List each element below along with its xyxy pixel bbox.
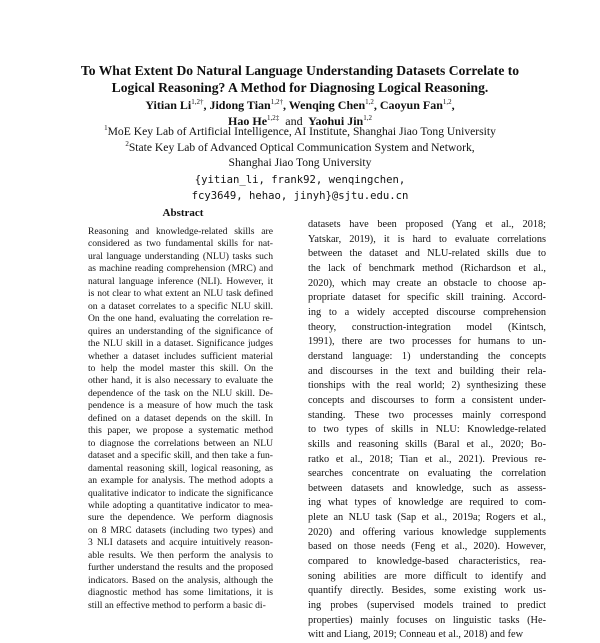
body-line: plete an NLU task (Sap et al., 2019a; Rogers et al.,	[308, 512, 546, 524]
affiliation-text: MoE Key Lab of Artificial Intelligence, AI Institute, Shanghai Jiao Tong University	[107, 125, 496, 138]
abstract-line: considered as two fundamental skills for nat-	[88, 238, 273, 250]
body-line: skills and reasoning skills (Baral et al., 2020; Bo-	[308, 438, 546, 450]
paper-title	[40, 62, 560, 96]
body-line: ing what types of knowledge are required to com-	[308, 497, 546, 509]
body-line: concepts and discourses to form a consistent under-	[308, 394, 546, 406]
author-name: Jidong Tian	[209, 98, 271, 112]
abstract-line: an example for analysis. The method adopts a	[88, 475, 273, 487]
affiliation-line	[40, 140, 560, 156]
body-line: and discourses in the text and building their rela-	[308, 365, 546, 377]
body-line: properties) mainly focuses on linguistic tasks (He-	[308, 614, 546, 626]
body-line: standing. These two processes mainly correspond	[308, 409, 546, 421]
abstract-line: on a dataset correlates to a specific NLU skill.	[88, 300, 273, 312]
abstract-line: to help the model master this skill. On the	[88, 362, 273, 374]
body-line: Yatskar, 2019), it is hard to evaluate correlations	[308, 233, 546, 245]
body-line: datasets have been proposed (Yang et al., 2018;	[308, 219, 546, 230]
abstract-line: natural language inference (NLI). However, it	[88, 275, 273, 287]
author-affil-mark: 1,2‡	[267, 114, 280, 122]
body-line: ing to a widely accepted discourse comprehension	[308, 306, 546, 318]
abstract-line: still an effective method to perform a basic di-	[88, 599, 266, 611]
abstract-line: the NLU skill in a dataset. Significance judges	[88, 338, 273, 350]
abstract-line: defined on a dataset depends on the skill. In	[88, 412, 273, 424]
body-line: witt and Liang, 2019; Conneau et al., 2018) and few	[308, 629, 524, 641]
abstract-line: dependence of the task on the NLU skill. De-	[88, 387, 273, 399]
author-name: Yaohui Jin	[308, 114, 364, 128]
affiliation-mark: 1	[104, 124, 108, 133]
author-name: Hao He	[228, 114, 268, 128]
abstract-line: quires an understanding of the significance of	[88, 325, 273, 337]
author-name: Caoyun Fan	[379, 98, 443, 112]
affiliation-text: State Key Lab of Advanced Optical Communication System and Network,	[128, 140, 475, 154]
affiliation-line	[40, 155, 560, 171]
abstract-line: 3 NLI datasets and acquire intuitively reason-	[88, 537, 273, 549]
body-line: based on those needs (Feng et al., 2020). However,	[308, 541, 546, 553]
abstract-line: further understand the results and the proposed	[88, 562, 273, 574]
abstract-line: able results. We then perform the analysis to	[88, 549, 273, 561]
body-line: searches concentrate on evaluating the correlation	[308, 468, 546, 480]
abstract-line: pendence is a measure of how much the task	[88, 400, 273, 412]
introduction-body	[308, 218, 546, 643]
affiliations	[40, 124, 560, 171]
body-line: tionships with the real world; 2) synthesizing these	[308, 380, 546, 392]
affiliation-mark: 2	[125, 139, 129, 148]
body-line: the lack of benchmark method (Richardson et al.,	[308, 262, 546, 274]
abstract-line: sure the dependence. We perform diagnosis	[88, 512, 273, 524]
author-affil-mark: 1,2†	[270, 98, 283, 106]
body-line: quantify directly. Besides, some existing work us-	[308, 585, 546, 597]
title-line: Logical Reasoning? A Method for Diagnosing Logical Reasoning.	[111, 80, 489, 95]
author-name: Yitian Li	[145, 98, 192, 112]
abstract-line: to diagnose the correlations between an NLU	[88, 437, 273, 449]
author-affil-mark: 1,2	[365, 98, 374, 106]
body-line: ratko et al., 2018; Tian et al., 2021). Previous re-	[308, 453, 546, 465]
abstract-line: dataset and a specific skill, and then take a fun-	[88, 450, 273, 462]
affiliation-line	[40, 124, 560, 140]
body-line: theory, construction-integration model (Kintsch,	[308, 321, 546, 333]
abstract-line: is not clear to what extent an NLU task defined	[88, 288, 273, 300]
abstract-line: on 8 MRC datasets (including two types) and	[88, 524, 273, 536]
email-line: fcy3649, hehao, jinyh}@sjtu.edu.cn	[191, 190, 409, 202]
body-line: 2020) and offering various knowledge supplements	[308, 526, 546, 538]
abstract-line: qualitative indicator to indicate the significance	[88, 487, 273, 499]
abstract-line: this paper, we propose a systematic method	[88, 425, 273, 437]
abstract-line: ural language understanding (NLU) tasks such	[88, 250, 273, 262]
abstract-body	[88, 226, 273, 612]
body-line: ing probes (supervised models trained to predict	[308, 600, 546, 612]
email-line: {yitian_li, frank92, wenqingchen,	[194, 174, 406, 186]
abstract-line: On the one hand, evaluating the correlation re-	[88, 313, 273, 325]
title-line: To What Extent Do Natural Language Understanding Datasets Correlate to	[80, 63, 520, 78]
author-conjunction: and	[285, 114, 303, 128]
body-line: soning abilities are more difficult to identify and	[308, 570, 546, 582]
author-affil-mark: 1,2†	[191, 98, 204, 106]
body-line: between the dataset and NLU-related skills due to	[308, 248, 546, 260]
body-line: 2020), which may create an obstacle to choose ap-	[308, 277, 546, 289]
abstract-line: Reasoning and knowledge-related skills are	[88, 226, 273, 237]
abstract-line: indicators. Based on the analysis, although the	[88, 574, 273, 586]
author-affil-mark: 1,2	[363, 114, 372, 122]
abstract-line: diagnostic method has some limitations, it is	[88, 587, 273, 599]
body-line: 1991), there are two processes for humans to un-	[308, 336, 546, 348]
author-line-1: Yitian $Li^{1,2\dagger}$, Jidong Tian$^{1,2\dagger}$, Wenqing Chen$^{1,2}$, Caoyun Fan$^{1,2}$,	[145, 98, 455, 112]
body-line: to two types of skills in NLU: Knowledge-related	[308, 424, 546, 436]
affiliation-text: Shanghai Jiao Tong University	[228, 156, 372, 169]
author-affil-mark: 1,2	[442, 98, 452, 106]
abstract-line: as machine reading comprehension (MRC) and	[88, 263, 273, 275]
body-line: between datasets and knowledge, such as assess-	[308, 482, 546, 494]
author-name: Wenqing Chen	[288, 98, 366, 112]
body-line: derstand language: 1) understanding the concepts	[308, 350, 546, 362]
abstract-line: damental reasoning skill, logical reasoning, as	[88, 462, 273, 474]
abstract-line: whether a dataset includes sufficient material	[88, 350, 273, 362]
abstract-heading: Abstract	[162, 207, 204, 219]
abstract-line: while adopting a quantitative indicator to mea-	[88, 499, 273, 511]
abstract-line: other hand, it is also necessary to evaluate the	[88, 375, 273, 387]
author-emails	[40, 172, 560, 204]
body-line: compared to knowledge-based characteristics, rea-	[308, 556, 546, 568]
body-line: propriate dataset for specific skill training. Accord-	[308, 292, 546, 304]
